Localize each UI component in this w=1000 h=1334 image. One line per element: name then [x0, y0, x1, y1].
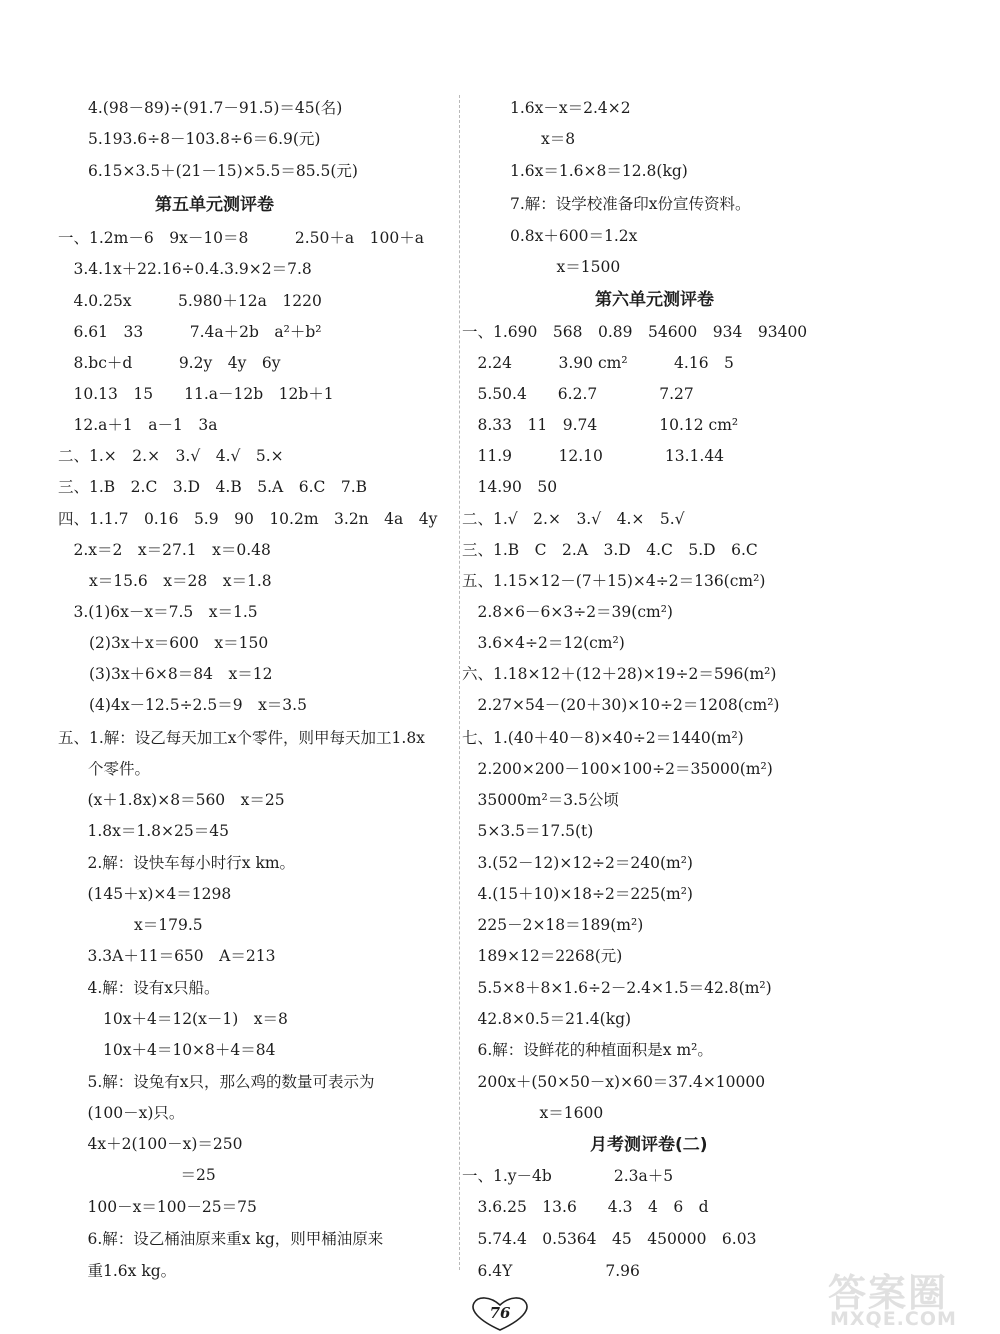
answer-line: 6.解：设鲜花的种植面积是x m²。: [462, 1041, 713, 1059]
watermark-url: MXQE.COM: [830, 1308, 957, 1330]
answer-line: (4)4x－12.5÷2.5＝9 x＝3.5: [58, 696, 307, 714]
answer-line: 42.8×0.5＝21.4(kg): [462, 1010, 632, 1028]
answer-line: 1.6x－x＝2.4×2: [510, 99, 631, 117]
answer-line: (145＋x)×4＝1298: [72, 885, 232, 903]
answer-line: 一、1.y－4b 2.3a＋5: [462, 1167, 674, 1185]
answer-line: 14.90 50: [462, 478, 558, 496]
answer-line: 35000m²＝3.5公顷: [462, 791, 619, 809]
answer-line: 6.15×3.5＋(21－15)×5.5＝85.5(元): [88, 162, 358, 180]
answer-line: x＝1500: [510, 258, 621, 276]
answer-line: 5.50.4 6.2.7 7.27: [462, 385, 694, 403]
column-divider: [459, 95, 460, 1270]
answer-line: 三、1.B C 2.A 3.D 4.C 5.D 6.C: [462, 541, 758, 559]
answer-line: 2.x＝2 x＝27.1 x＝0.48: [58, 541, 271, 559]
answer-line: 5×3.5＝17.5(t): [462, 822, 594, 840]
answer-line: 3.6×4÷2＝12(cm²): [462, 634, 625, 652]
section-title-unit5: 第五单元测评卷: [155, 195, 274, 215]
answer-line: 10x＋4＝10×8＋4＝84: [72, 1041, 276, 1059]
answer-line: 5.5×8＋8×1.6÷2－2.4×1.5＝42.8(m²): [462, 979, 772, 997]
answer-line: x＝179.5: [72, 916, 203, 934]
answer-line: 3.3A＋11＝650 A＝213: [72, 947, 276, 965]
answer-line: 6.4Y 7.96: [462, 1262, 640, 1280]
answer-line: 8.bc＋d 9.2y 4y 6y: [58, 354, 281, 372]
page-number-badge: [468, 1296, 532, 1332]
page-number: 76: [489, 1304, 511, 1322]
answer-line: (100－x)只。: [72, 1104, 185, 1122]
answer-line: 8.33 11 9.74 10.12 cm²: [462, 416, 739, 434]
section-title-unit6: 第六单元测评卷: [595, 290, 714, 310]
answer-line: 1.8x＝1.8×25＝45: [72, 822, 229, 840]
answer-line: 10x＋4＝12(x－1) x＝8: [72, 1010, 288, 1028]
answer-line: 二、1.√ 2.× 3.√ 4.× 5.√: [462, 510, 685, 528]
answer-line: 200x＋(50×50－x)×60＝37.4×10000: [462, 1073, 766, 1091]
answer-line: 2.24 3.90 cm² 4.16 5: [462, 354, 734, 372]
answer-line: 6.解：设乙桶油原来重x kg，则甲桶油原来: [72, 1230, 384, 1248]
answer-line: 5.74.4 0.5364 45 450000 6.03: [462, 1230, 757, 1248]
answer-line: 4.(15＋10)×18÷2＝225(m²): [462, 885, 693, 903]
section-title-monthly-test: 月考测评卷(二): [590, 1135, 708, 1155]
answer-line: 100－x＝100－25＝75: [72, 1198, 257, 1216]
answer-line: 4.0.25x 5.980＋12a 1220: [58, 292, 322, 310]
answer-line: 1.6x＝1.6×8＝12.8(kg): [510, 162, 688, 180]
answer-line: 225－2×18＝189(m²): [462, 916, 644, 934]
answer-line: 三、1.B 2.C 3.D 4.B 5.A 6.C 7.B: [58, 478, 368, 496]
answer-line: 2.解：设快车每小时行x km。: [72, 854, 296, 872]
answer-line: (3)3x＋6×8＝84 x＝12: [58, 665, 273, 683]
answer-line: 一、1.690 568 0.89 54600 934 93400: [462, 323, 808, 341]
answer-line: x＝15.6 x＝28 x＝1.8: [58, 572, 272, 590]
answer-line: 4.(98－89)÷(91.7－91.5)＝45(名): [88, 99, 343, 117]
answer-line: 二、1.× 2.× 3.√ 4.√ 5.×: [58, 447, 284, 465]
answer-line: 12.a＋1 a－1 3a: [58, 416, 218, 434]
answer-line: 一、1.2m－6 9x－10＝8 2.50＋a 100＋a: [58, 229, 424, 247]
answer-line: 7.解：设学校准备印x份宣传资料。: [510, 195, 751, 213]
answer-line: 5.解：设兔有x只，那么鸡的数量可表示为: [72, 1073, 375, 1091]
answer-line: 3.6.25 13.6 4.3 4 6 d: [462, 1198, 709, 1216]
watermark-logo: 答案圈: [828, 1271, 949, 1315]
answer-line: 2.200×200－100×100÷2＝35000(m²): [462, 760, 773, 778]
answer-line: 6.61 33 7.4a＋2b a²＋b²: [58, 323, 322, 341]
answer-line: ＝25: [72, 1166, 216, 1184]
answer-line: 2.8×6－6×3÷2＝39(cm²): [462, 603, 673, 621]
answer-line: 3.(1)6x－x＝7.5 x＝1.5: [58, 603, 258, 621]
answer-line: 五、1.解：设乙每天加工x个零件，则甲每天加工1.8x: [58, 729, 425, 747]
answer-line: (2)3x＋x＝600 x＝150: [58, 634, 269, 652]
answer-line: 3.4.1x＋22.16÷0.4.3.9×2＝7.8: [58, 260, 312, 278]
answer-line: 个零件。: [88, 760, 151, 778]
answer-line: 4x＋2(100－x)＝250: [72, 1135, 243, 1153]
answer-line: 六、1.18×12＋(12＋28)×19÷2＝596(m²): [462, 665, 777, 683]
answer-line: 七、1.(40＋40－8)×40÷2＝1440(m²): [462, 729, 744, 747]
answer-line: 189×12＝2268(元): [462, 947, 623, 965]
answer-line: 3.(52－12)×12÷2＝240(m²): [462, 854, 693, 872]
answer-line: 11.9 12.10 13.1.44: [462, 447, 725, 465]
answer-line: 0.8x＋600＝1.2x: [510, 227, 638, 245]
answer-line: 5.193.6÷8－103.8÷6＝6.9(元): [88, 130, 321, 148]
answer-line: x＝8: [510, 130, 576, 148]
answer-line: 四、1.1.7 0.16 5.9 90 10.2m 3.2n 4a 4y: [58, 510, 438, 528]
watermark: [810, 1262, 995, 1332]
answer-line: (x＋1.8x)×8＝560 x＝25: [72, 791, 285, 809]
answer-line: 10.13 15 11.a－12b 12b＋1: [58, 385, 334, 403]
answer-line: 五、1.15×12－(7＋15)×4÷2＝136(cm²): [462, 572, 766, 590]
answer-line: 2.27×54－(20＋30)×10÷2＝1208(cm²): [462, 696, 780, 714]
answer-line: 4.解：设有x只船。: [72, 979, 220, 997]
answer-line: x＝1600: [462, 1104, 604, 1122]
answer-line: 重1.6x kg。: [72, 1262, 177, 1280]
